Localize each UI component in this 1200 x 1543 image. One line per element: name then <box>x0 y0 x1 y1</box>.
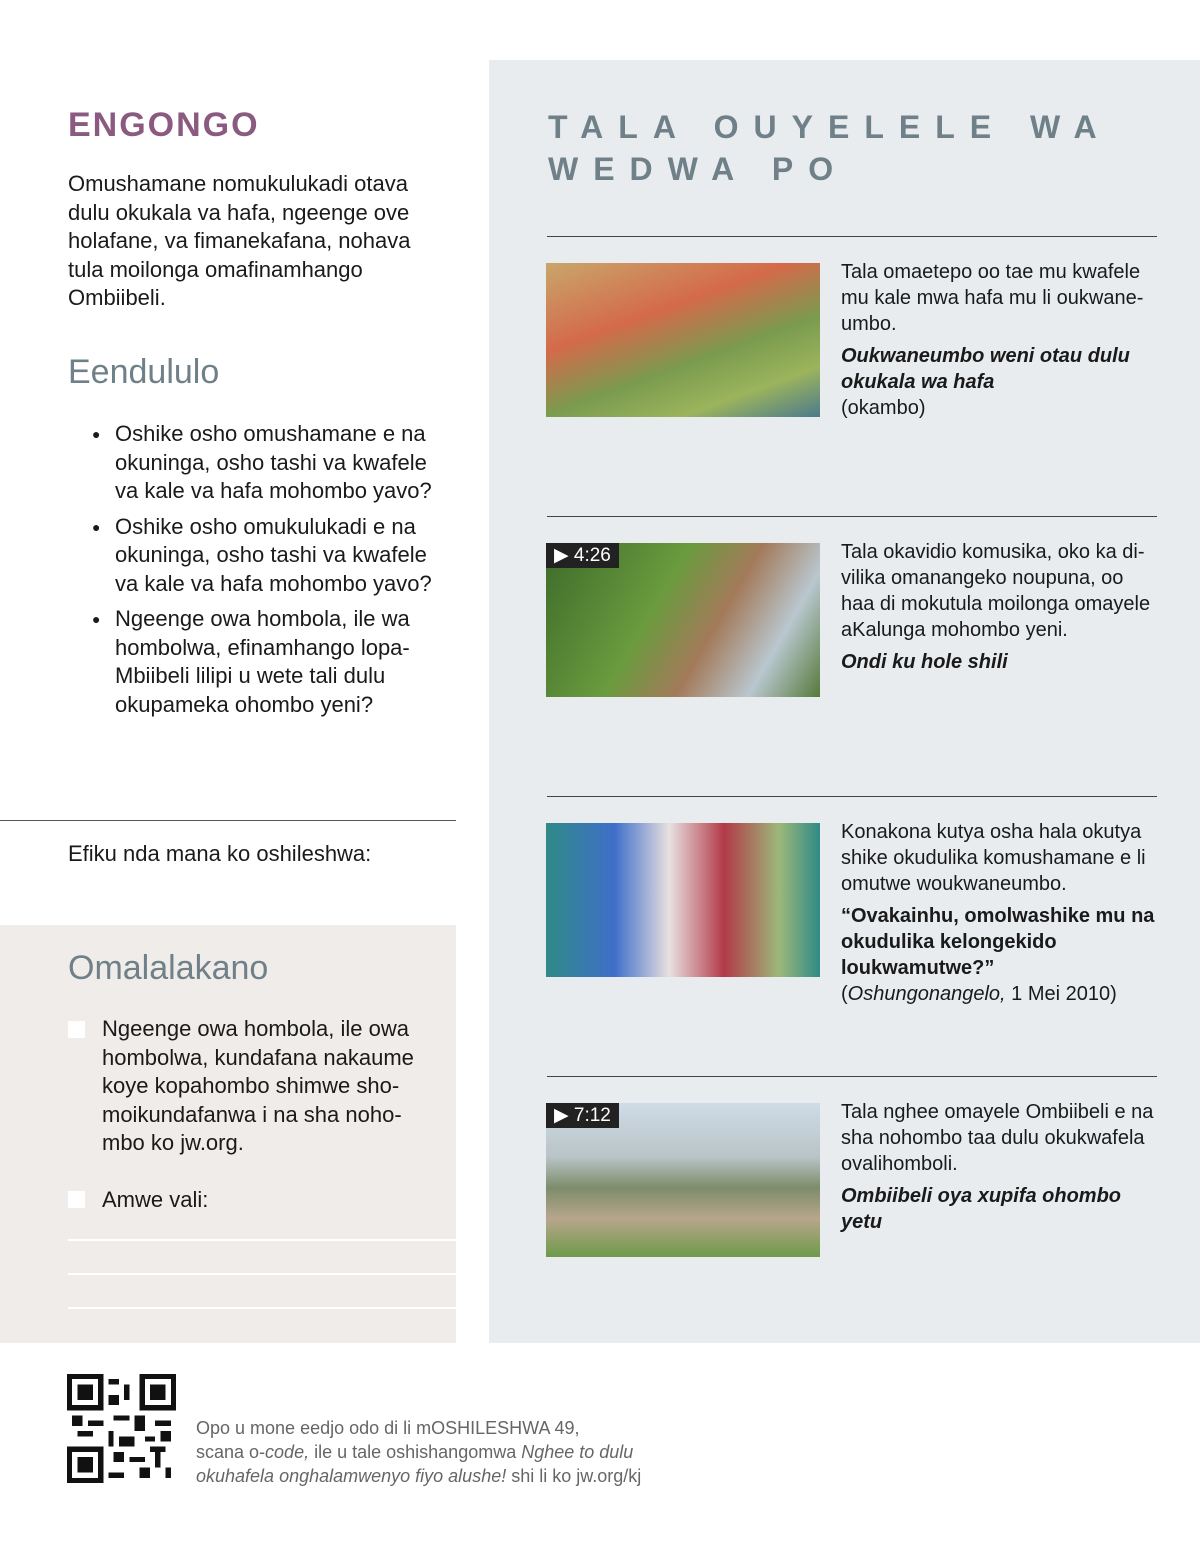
divider <box>547 796 1157 797</box>
resource-title[interactable]: Ombiibeli oya xupifa ohombo yetu <box>841 1185 1122 1233</box>
question-item: ● Oshike osho omukulukadi e na okuninga, osho tashi va kwafele va kale va hafa mohombo yavo? <box>92 513 452 599</box>
resource-item <box>841 1099 1161 1235</box>
family-photo[interactable] <box>546 263 820 417</box>
resource-desc: Konakona kutya osha hala okutya shike okudulika komushamane e li omutwe woukwaneumbo. <box>841 821 1146 895</box>
footer-line: scana o-code, ile u tale oshishangomwa Nghee to dulu <box>196 1442 634 1462</box>
question-item: ● Oshike osho omushamane e na okuninga, osho tashi va kwafele va kale va hafa mohombo yavo? <box>92 420 452 506</box>
video-duration: ▶ 4:26 <box>546 543 619 568</box>
divider <box>547 1076 1157 1077</box>
resource-desc: Tala omaetepo oo tae mu kwafele mu kale mwa hafa mu li oukwane-umbo. <box>841 261 1144 335</box>
section-heading: ENGONGO <box>68 106 260 144</box>
resource-note: (Oshungonangelo, 1 Mei 2010) <box>841 983 1117 1005</box>
goal-checkbox[interactable] <box>68 1191 85 1208</box>
footer-note <box>196 1416 641 1488</box>
resource-note: (okambo) <box>841 397 926 419</box>
divider <box>547 516 1157 517</box>
qr-code-icon[interactable] <box>67 1374 176 1483</box>
write-line[interactable] <box>68 1239 456 1241</box>
video-thumbnail[interactable] <box>546 543 820 697</box>
answers-heading: Eendululo <box>68 353 220 391</box>
resource-title[interactable]: “Ovakainhu, omolwashike mu na okudulika kelongekido loukwamutwe?” <box>841 905 1155 979</box>
video-thumbnail[interactable] <box>546 1103 820 1257</box>
goal-checkbox[interactable] <box>68 1021 85 1038</box>
resource-desc: Tala okavidio komusika, oko ka di-vilika omanangeko noupuna, oo haa di mokutula moilonga omayele aKalunga mohombo yeni. <box>841 541 1151 641</box>
couple-photo[interactable] <box>546 823 820 977</box>
date-completed-label: Efiku nda mana ko oshileshwa: <box>68 841 372 866</box>
goal-text: Ngeenge owa hombola, ile owa hombolwa, kundafana nakaume koye kopahombo shimwe sho-moikundafanwa i na sha noho-mbo ko jw.org. <box>102 1016 414 1155</box>
footer-line: Opo u mone eedjo odo di li mOSHILESHWA 49, <box>196 1418 580 1438</box>
goals-box <box>0 925 456 1343</box>
question-list <box>92 420 452 726</box>
question-item: ● Ngeenge owa hombola, ile wa hombolwa, efinamhango lopa-Mbiibeli lilipi u wete tali dulu okupameka ohombo yeni? <box>92 605 452 719</box>
resource-title[interactable]: Oukwaneumbo weni otau dulu okukala wa hafa <box>841 345 1130 393</box>
divider <box>547 236 1157 237</box>
write-line[interactable] <box>68 1273 456 1275</box>
write-line[interactable] <box>68 1307 456 1309</box>
resource-item <box>841 539 1161 675</box>
resource-title[interactable]: Ondi ku hole shili <box>841 651 1008 673</box>
resource-desc: Tala nghee omayele Ombiibeli e na sha nohombo taa dulu okukwafela ovalihomboli. <box>841 1101 1154 1175</box>
goal-text: Amwe vali: <box>102 1187 209 1212</box>
resource-item <box>841 259 1161 421</box>
more-info-heading: TALA OUYELELE WA WEDWA PO <box>548 109 1111 187</box>
footer-line: okuhafela onghalamwenyo fiyo alushe! shi li ko jw.org/kj <box>196 1466 642 1486</box>
video-duration: ▶ 7:12 <box>546 1103 619 1128</box>
divider <box>0 820 456 821</box>
intro-text: Omushamane nomukulukadi otava dulu okukala va hafa, ngeenge ove holafane, va fimanekafana, nohava tula moilonga omafinamhango Ombiibeli. <box>68 171 411 310</box>
resource-item <box>841 819 1161 1007</box>
goals-heading: Omalalakano <box>68 949 269 987</box>
